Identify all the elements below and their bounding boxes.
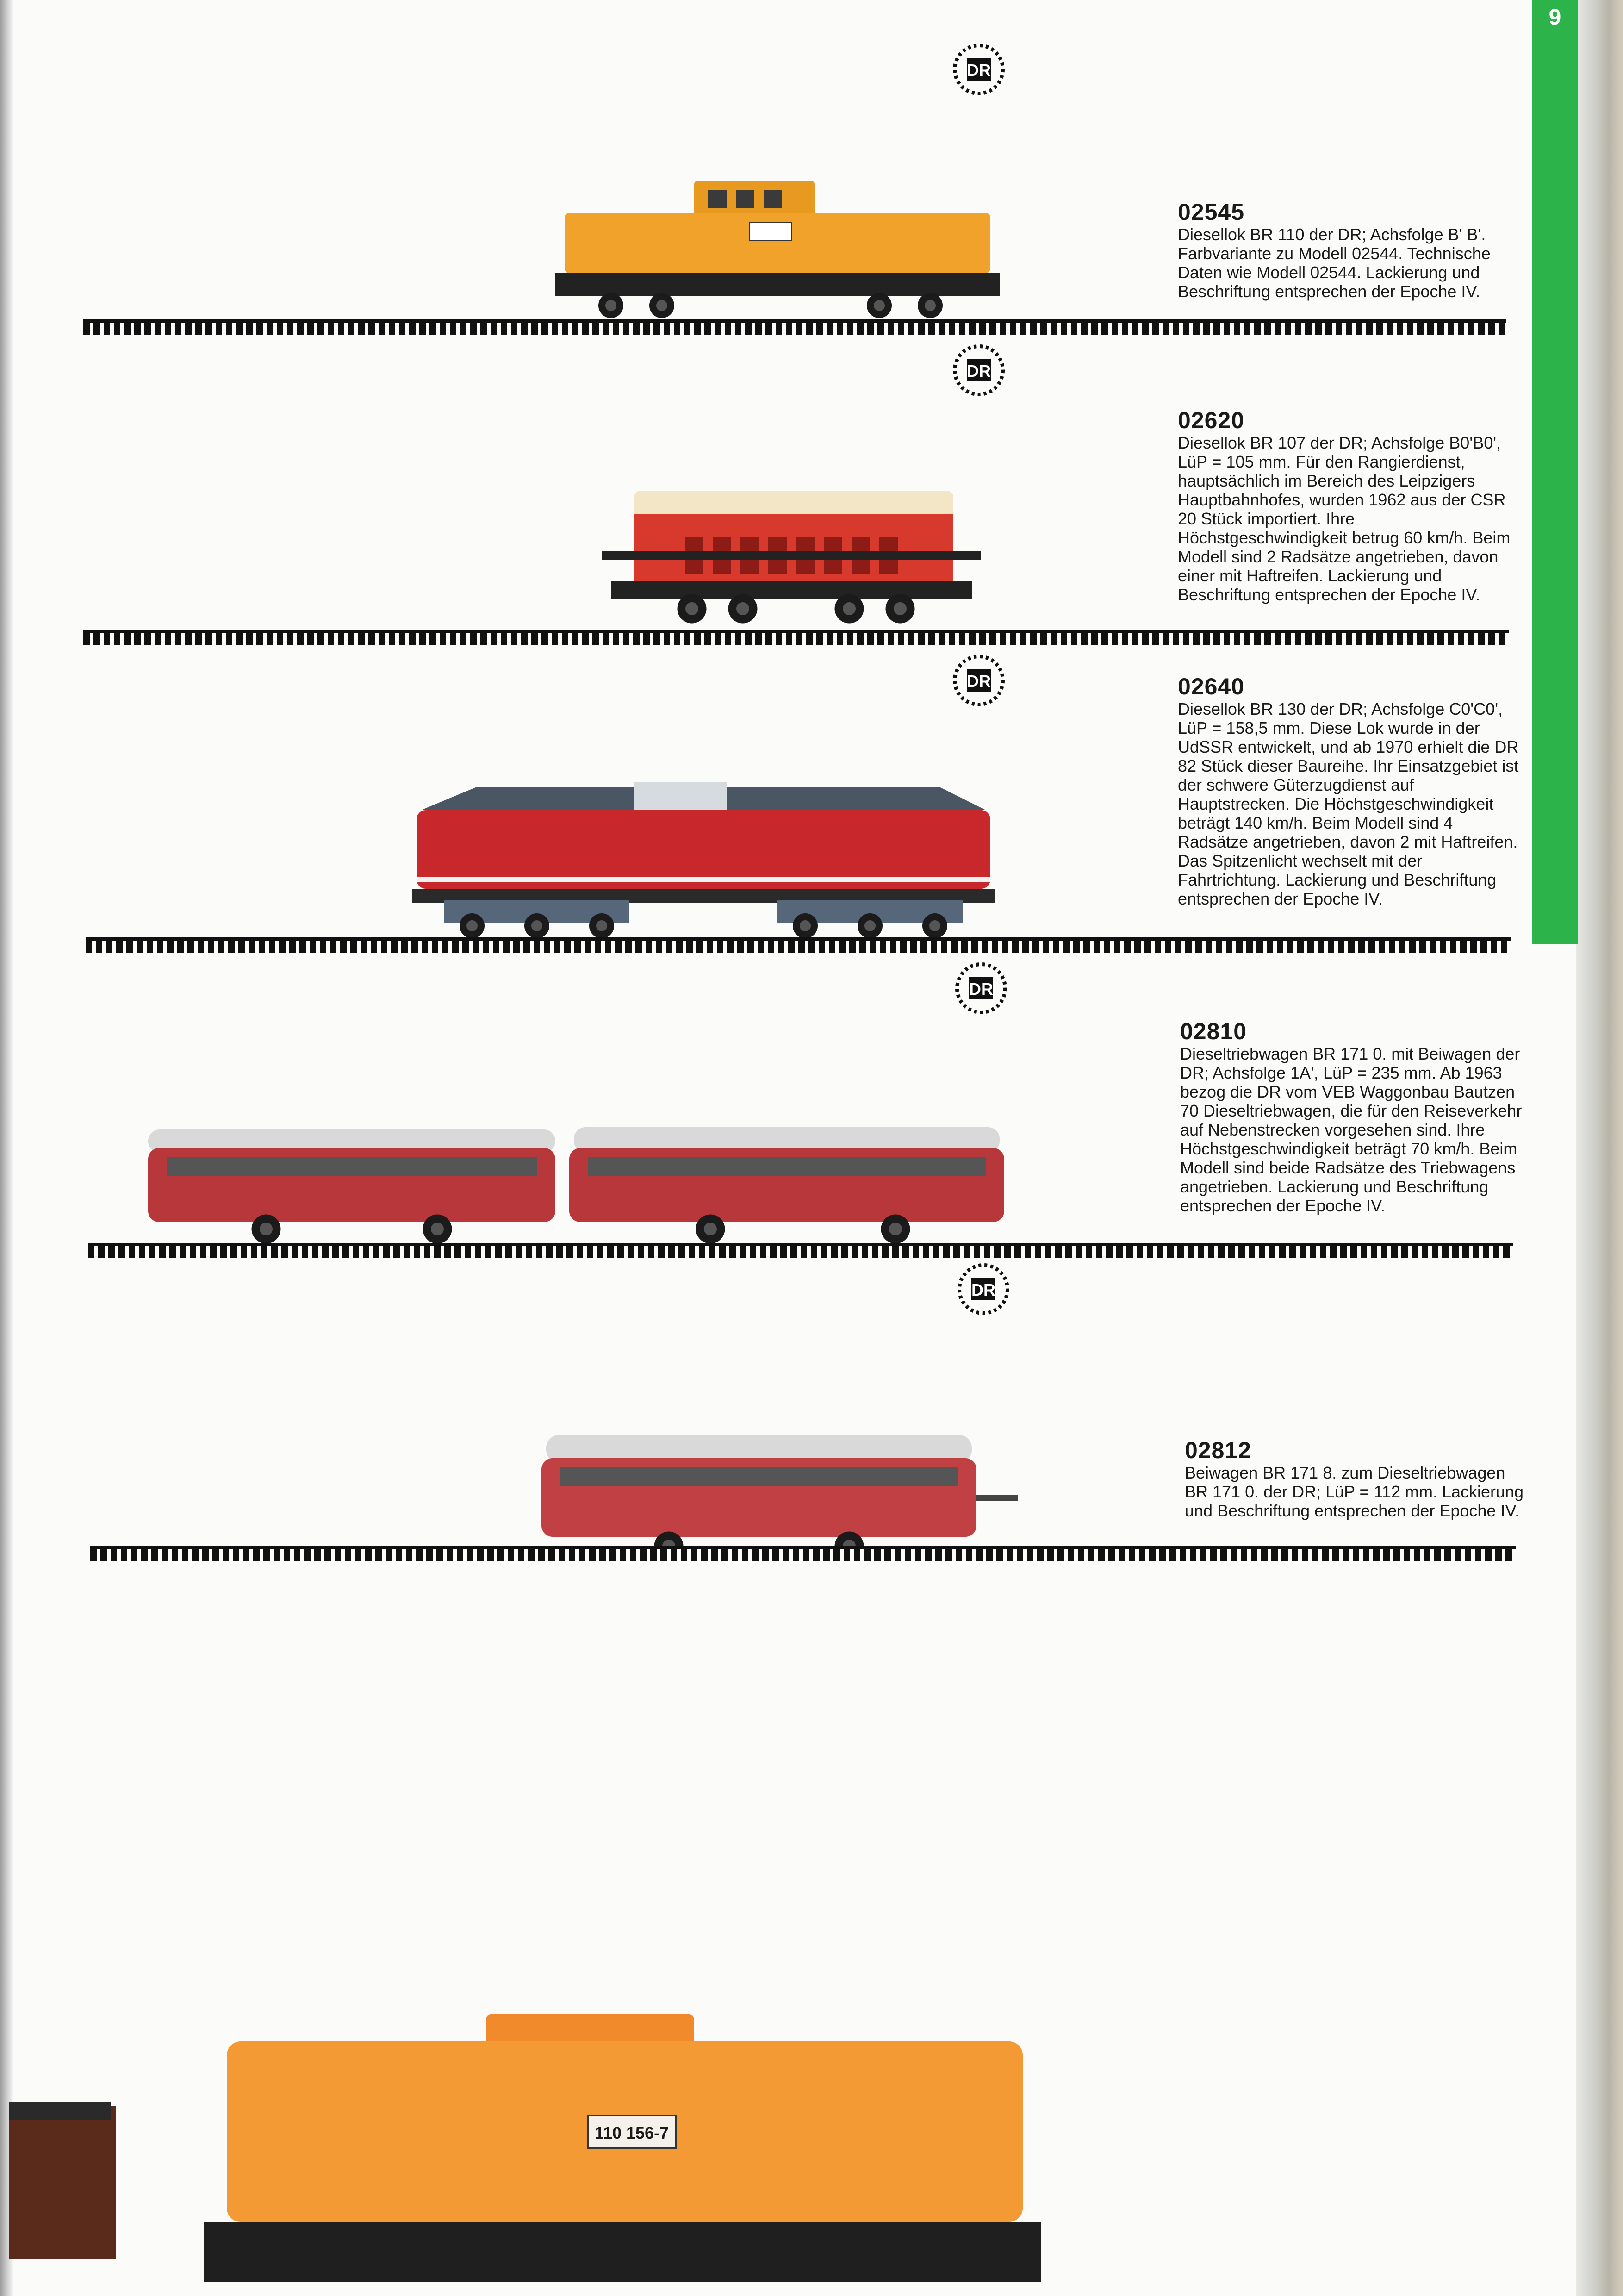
dr-logo-icon — [951, 653, 1007, 708]
trailer-br171-8-image — [532, 1426, 1023, 1565]
track-rail — [83, 630, 1509, 645]
loco-br110-closeup-photo — [9, 2004, 1097, 2296]
item-description: Beiwagen BR 171 8. zum Dieseltriebwagen BR 171 0. der DR; LüP = 112 mm. Lackierung und Beschriftung entsprechen der Epoche IV. — [1185, 1463, 1524, 1520]
item-02620 — [1178, 407, 1520, 604]
page-number: 9 — [1548, 5, 1561, 30]
item-number: 02620 — [1178, 407, 1245, 433]
page-edge — [1576, 0, 1623, 2296]
item-02640 — [1178, 674, 1520, 908]
item-description: Dieseltriebwagen BR 171 0. mit Beiwagen der DR; Achsfolge 1A', LüP = 235 mm. Ab 1963 bezog die DR vom VEB Waggonbau Bautzen 70 Dieseltriebwagen, die für den Reiseverkehr auf Nebenstrecken vorgesehen sind. Ihre Höchstgeschwindigkeit beträgt 70 km/h. Beim Modell sind beide Radsätze des Triebwagens angetrieben. Lackierung und Beschriftung entsprechen der Epoche IV. — [1180, 1044, 1522, 1215]
loco-number-plate: 110 156-7 — [594, 2123, 669, 2142]
dr-logo-text: DR — [967, 61, 991, 80]
track-rail — [86, 937, 1511, 953]
item-description: Diesellok BR 107 der DR; Achsfolge B0'B0', LüP = 105 mm. Für den Rangierdienst, hauptsächlich im Bereich des Leipzigers Hauptbahnhofes, wurden 1962 aus der CSR 20 Stück importiert. Ihre Höchstgeschwindigkeit betrug 60 km/h. Beim Modell sind 2 Radsätze angetrieben, davon einer mit Haftreifen. Lackierung und Beschriftung entsprechen der Epoche IV. — [1178, 433, 1511, 604]
loco-br110-orange-image — [541, 176, 1009, 329]
loco-br107-red-image — [592, 477, 990, 634]
loco-br130-red-image — [393, 778, 1014, 944]
dr-logo-text: DR — [967, 362, 991, 381]
item-number: 02812 — [1185, 1437, 1252, 1463]
item-number: 02810 — [1180, 1018, 1247, 1044]
dr-logo-icon — [956, 1261, 1011, 1317]
page-gutter-shadow — [0, 0, 14, 2296]
track-rail — [90, 1546, 1516, 1561]
item-number: 02640 — [1178, 674, 1245, 699]
item-02812 — [1185, 1437, 1527, 1520]
dr-logo-text: DR — [969, 980, 993, 998]
item-description: Diesellok BR 110 der DR; Achsfolge B' B'. Farbvariante zu Modell 02544. Technische Daten wie Modell 02544. Lackierung und Beschriftung entsprechen der Epoche IV. — [1178, 225, 1491, 301]
item-02810 — [1180, 1018, 1523, 1215]
railcar-br171-with-trailer-image — [139, 1120, 1027, 1250]
track-rail — [83, 319, 1506, 335]
dr-logo-text: DR — [967, 672, 991, 691]
dr-logo-icon — [951, 343, 1007, 398]
item-02545 — [1178, 199, 1520, 301]
dr-logo-text: DR — [971, 1280, 995, 1299]
dr-logo-icon — [951, 42, 1007, 97]
dr-logo-icon — [953, 961, 1009, 1016]
item-number: 02545 — [1178, 199, 1245, 225]
item-description: Diesellok BR 130 der DR; Achsfolge C0'C0', LüP = 158,5 mm. Diese Lok wurde in der UdSSR entwickelt, und ab 1970 erhielt die DR 82 Stück dieser Baureihe. Ihr Einsatzgebiet ist der schwere Güterzugdienst auf Hauptstrecken. Die Höchstgeschwindigkeit beträgt 140 km/h. Beim Modell sind 4 Radsätze angetrieben, davon 2 mit Haftreifen. Das Spitzenlicht wechselt mit der Fahrtrichtung. Lackierung und Beschriftung entsprechen der Epoche IV. — [1178, 699, 1519, 908]
chapter-tab — [1532, 0, 1578, 944]
track-rail — [88, 1243, 1513, 1258]
